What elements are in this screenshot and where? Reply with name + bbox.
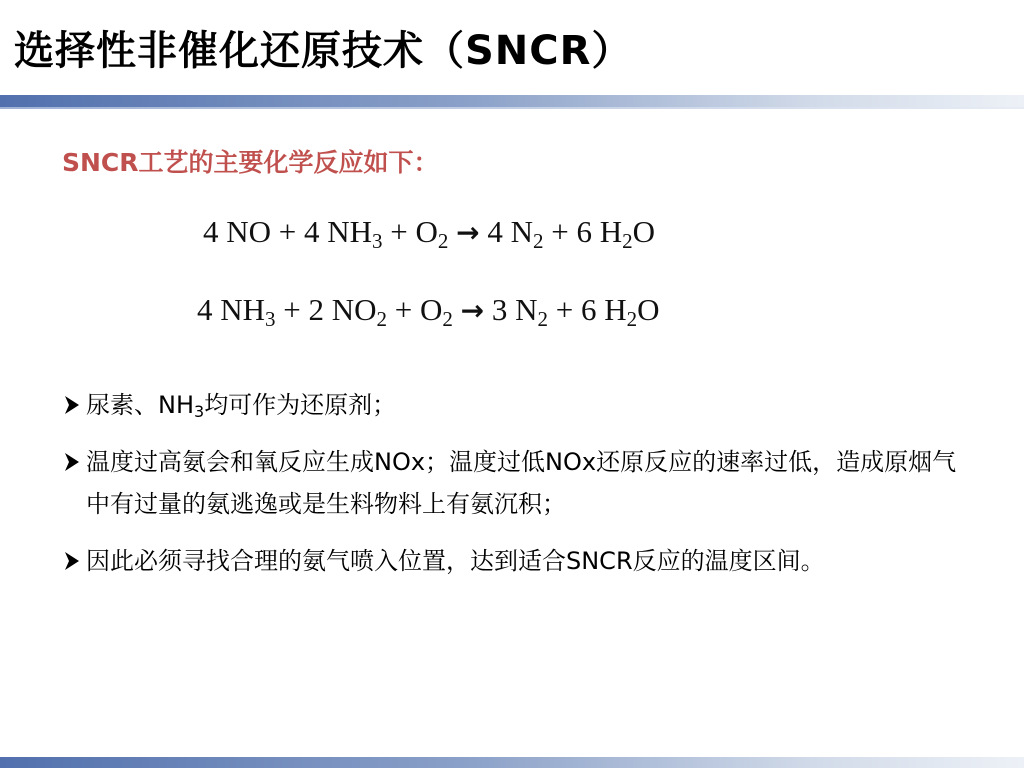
reaction-equation-2: 4 $NH_3 + 2$ $NO_2 + O_2 \to 3$ $N_2 + 6$ $H_2O$	[197, 292, 660, 331]
slide-title: 选择性非催化还原技术（SNCR）	[14, 28, 633, 74]
footer-divider-bar	[0, 757, 1024, 768]
reaction-equation-1: 4 NO + 4 $NH_3 + O_2 \to 4$ $N_2 + 6$ $H_2O$	[203, 214, 656, 253]
bullet-item: 温度过高氨会和氧反应生成NOx；温度过低NOx还原反应的速率过低，造成原烟气中有过量的氨逃逸或是生料物料上有氨沉积；	[62, 441, 972, 525]
arrow-bullet-icon	[62, 393, 82, 417]
section-subtitle: SNCR工艺的主要化学反应如下：	[62, 148, 439, 177]
arrow-bullet-icon	[62, 549, 82, 573]
header-divider-bar	[0, 95, 1024, 107]
bullet-item: 因此必须寻找合理的氨气喷入位置，达到适合SNCR反应的温度区间。	[62, 540, 972, 582]
reaction-arrow-icon: →	[456, 216, 480, 249]
reaction-arrow-icon: →	[460, 294, 485, 327]
bullet-list	[62, 384, 972, 597]
arrow-bullet-icon	[62, 450, 82, 474]
bullet-item: 尿素、$NH_3$均可作为还原剂；	[62, 384, 972, 426]
